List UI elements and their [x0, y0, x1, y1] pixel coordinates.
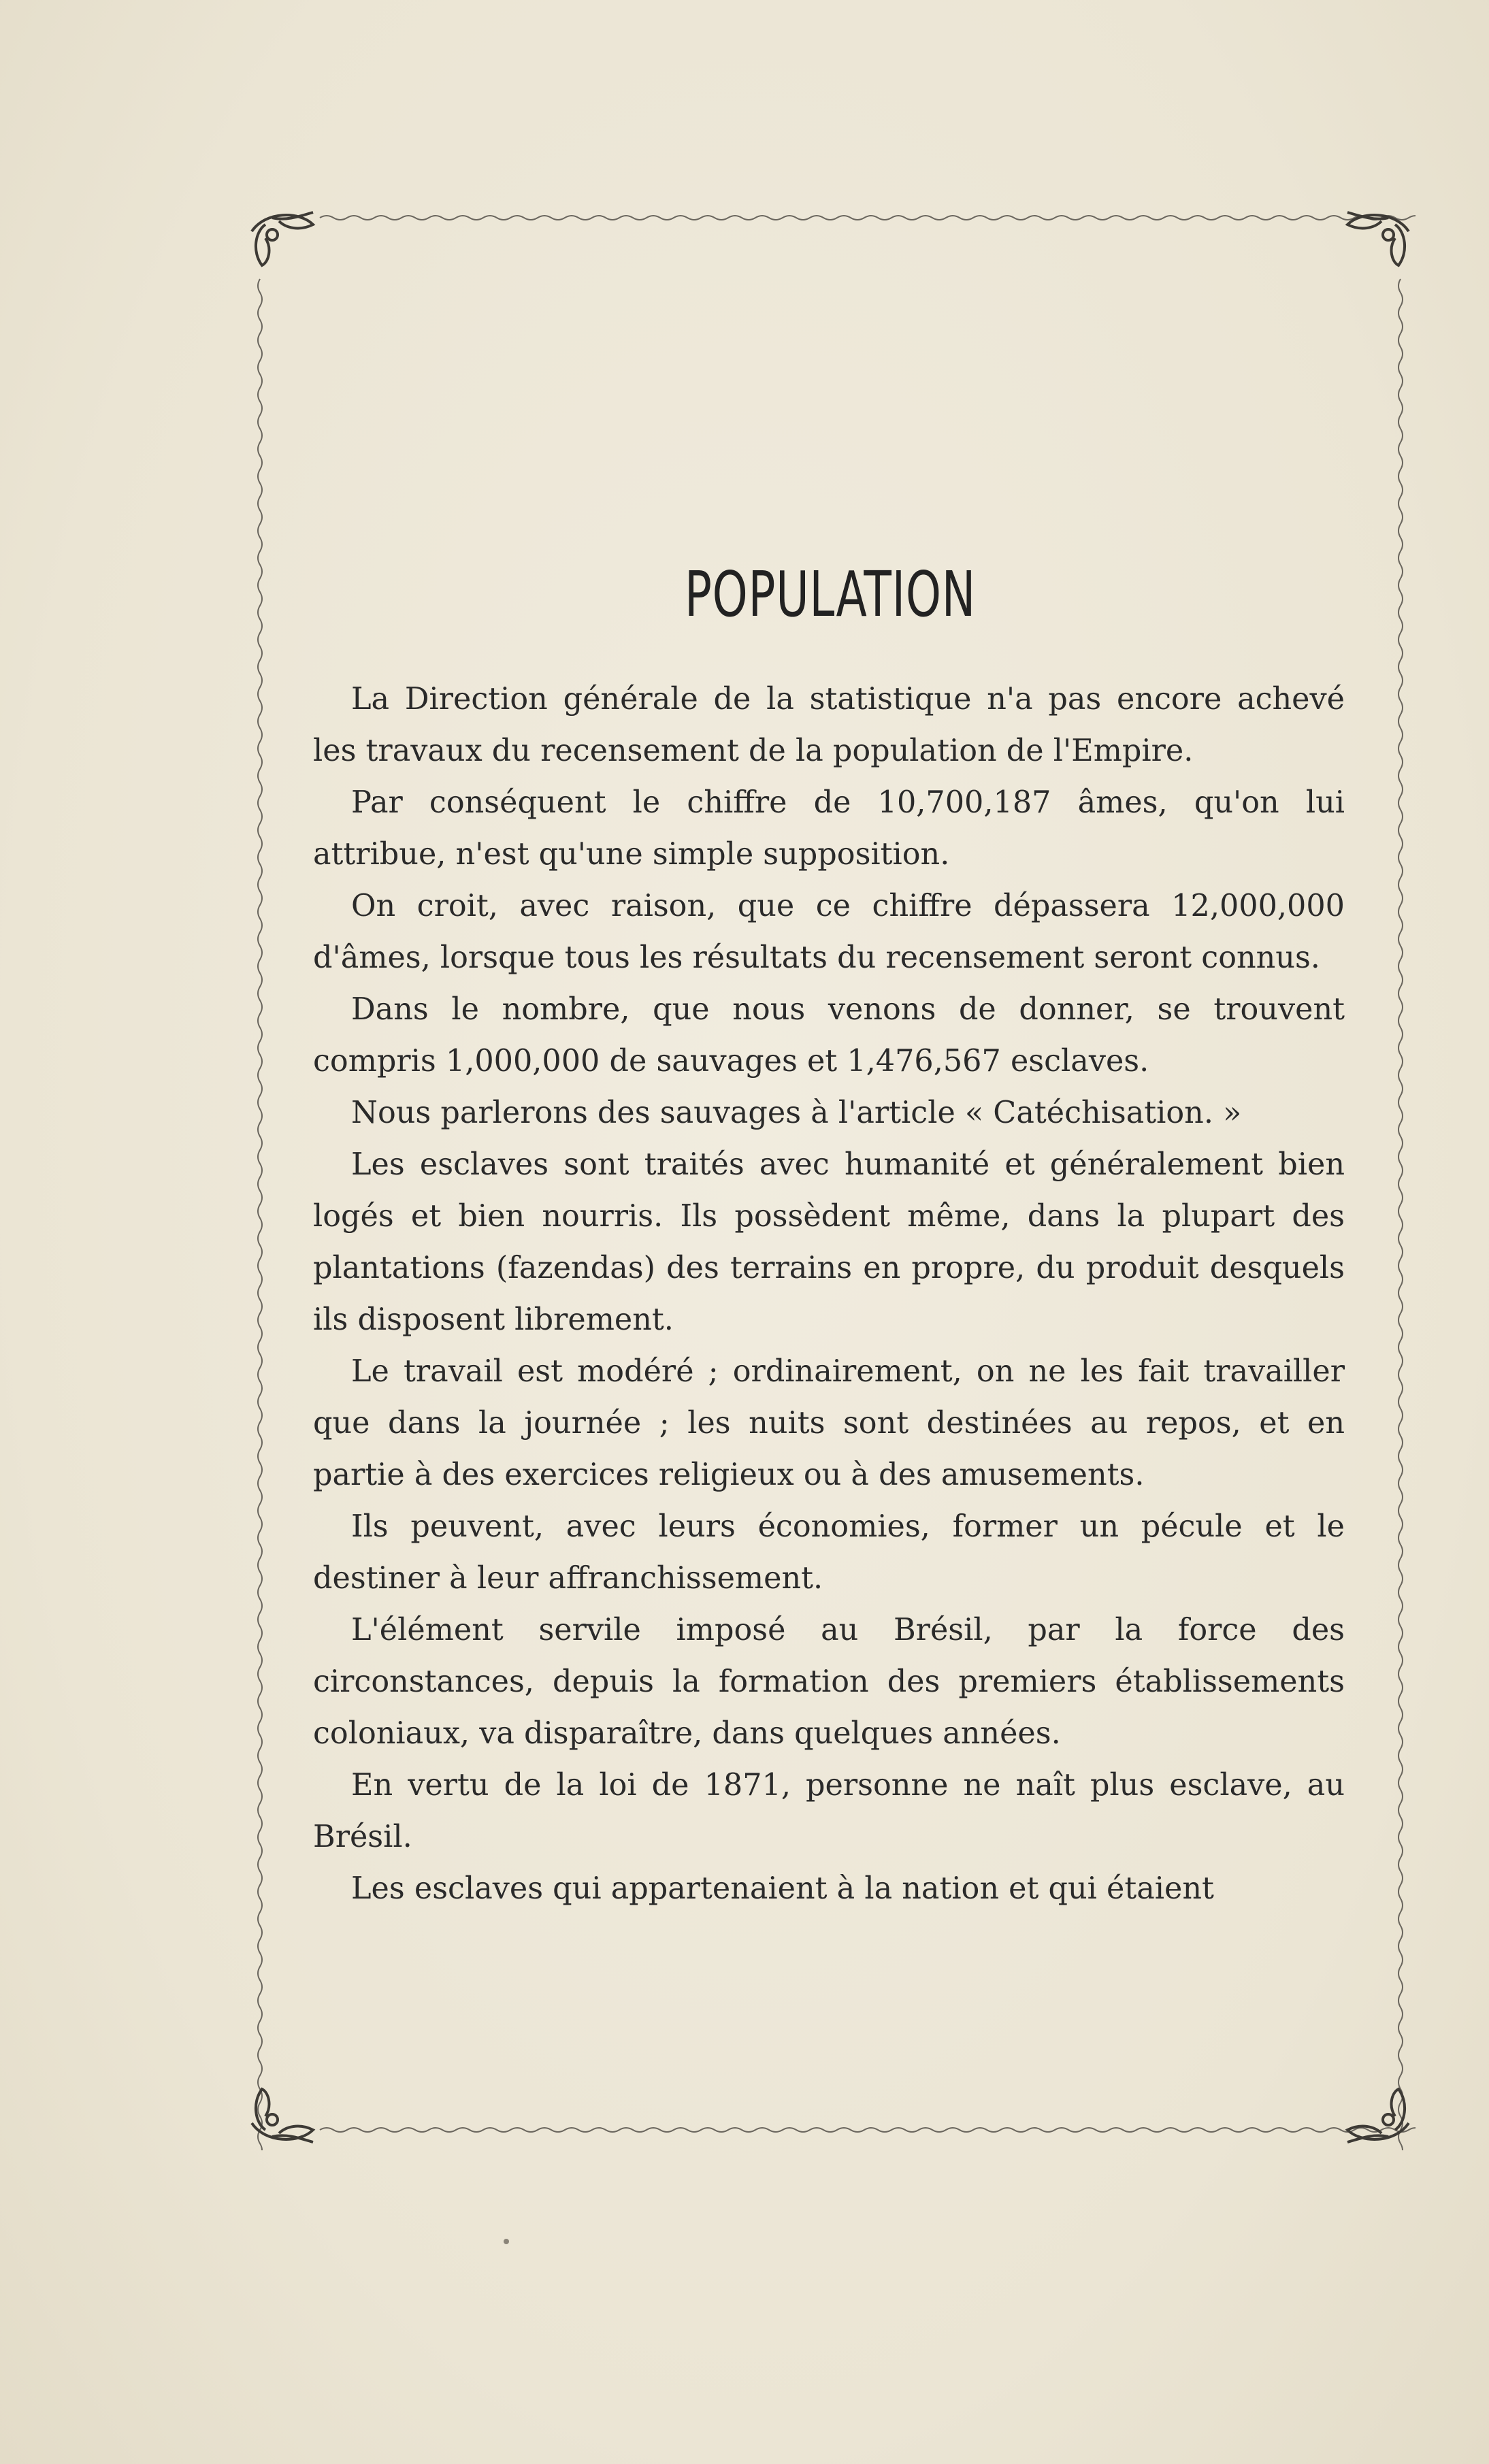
paragraph: Ils peuvent, avec leurs économies, former un pécule et le destiner à leur affranchissement.	[313, 1509, 1345, 1596]
paragraph: Les esclaves sont traités avec humanité et généralement bien logés et bien nourris. Ils possèdent même, dans la plupart des plantations (fazendas) des terrains en propre, du produit desquels ils disposent librement.	[313, 1147, 1345, 1337]
paragraph: Les esclaves qui appartenaient à la nation et qui étaient	[351, 1871, 1214, 1906]
top-wavy-rule	[320, 216, 1416, 220]
ornamental-frame	[245, 204, 1416, 2150]
left-wavy-rule	[258, 279, 262, 2150]
ink-speck	[504, 2239, 509, 2244]
right-wavy-rule	[1398, 279, 1403, 2150]
paragraph: On croit, avec raison, que ce chiffre dépassera 12,000,000 d'âmes, lorsque tous les résultats du recensement seront connus.	[313, 889, 1345, 975]
paragraph: Par conséquent le chiffre de 10,700,187 âmes, qu'on lui attribue, n'est qu'une simple supposition.	[313, 785, 1345, 872]
corner-ornament-top-right	[1347, 212, 1409, 265]
page-title: POPULATION	[685, 558, 976, 631]
paragraph: Nous parlerons des sauvages à l'article « Catéchisation. »	[351, 1096, 1242, 1130]
body-text	[313, 674, 1345, 1915]
paragraph: L'élément servile imposé au Brésil, par la force des circonstances, depuis la formation des premiers établissements coloniaux, va disparaître, dans quelques années.	[313, 1613, 1345, 1751]
corner-ornament-bottom-left	[252, 2089, 313, 2142]
corner-ornament-top-left	[252, 212, 313, 265]
bottom-wavy-rule	[320, 2128, 1416, 2132]
paragraph: La Direction générale de la statistique n'a pas encore achevé les travaux du recensement de la population de l'Empire.	[313, 682, 1345, 768]
paragraph: Dans le nombre, que nous venons de donner, se trouvent compris 1,000,000 de sauvages et 1,476,567 esclaves.	[313, 992, 1345, 1079]
paragraph: Le travail est modéré ; ordinairement, on ne les fait travailler que dans la journée ; les nuits sont destinées au repos, et en partie à des exercices religieux ou à des amusements.	[313, 1354, 1345, 1492]
paragraph: En vertu de la loi de 1871, personne ne naît plus esclave, au Brésil.	[313, 1768, 1345, 1854]
